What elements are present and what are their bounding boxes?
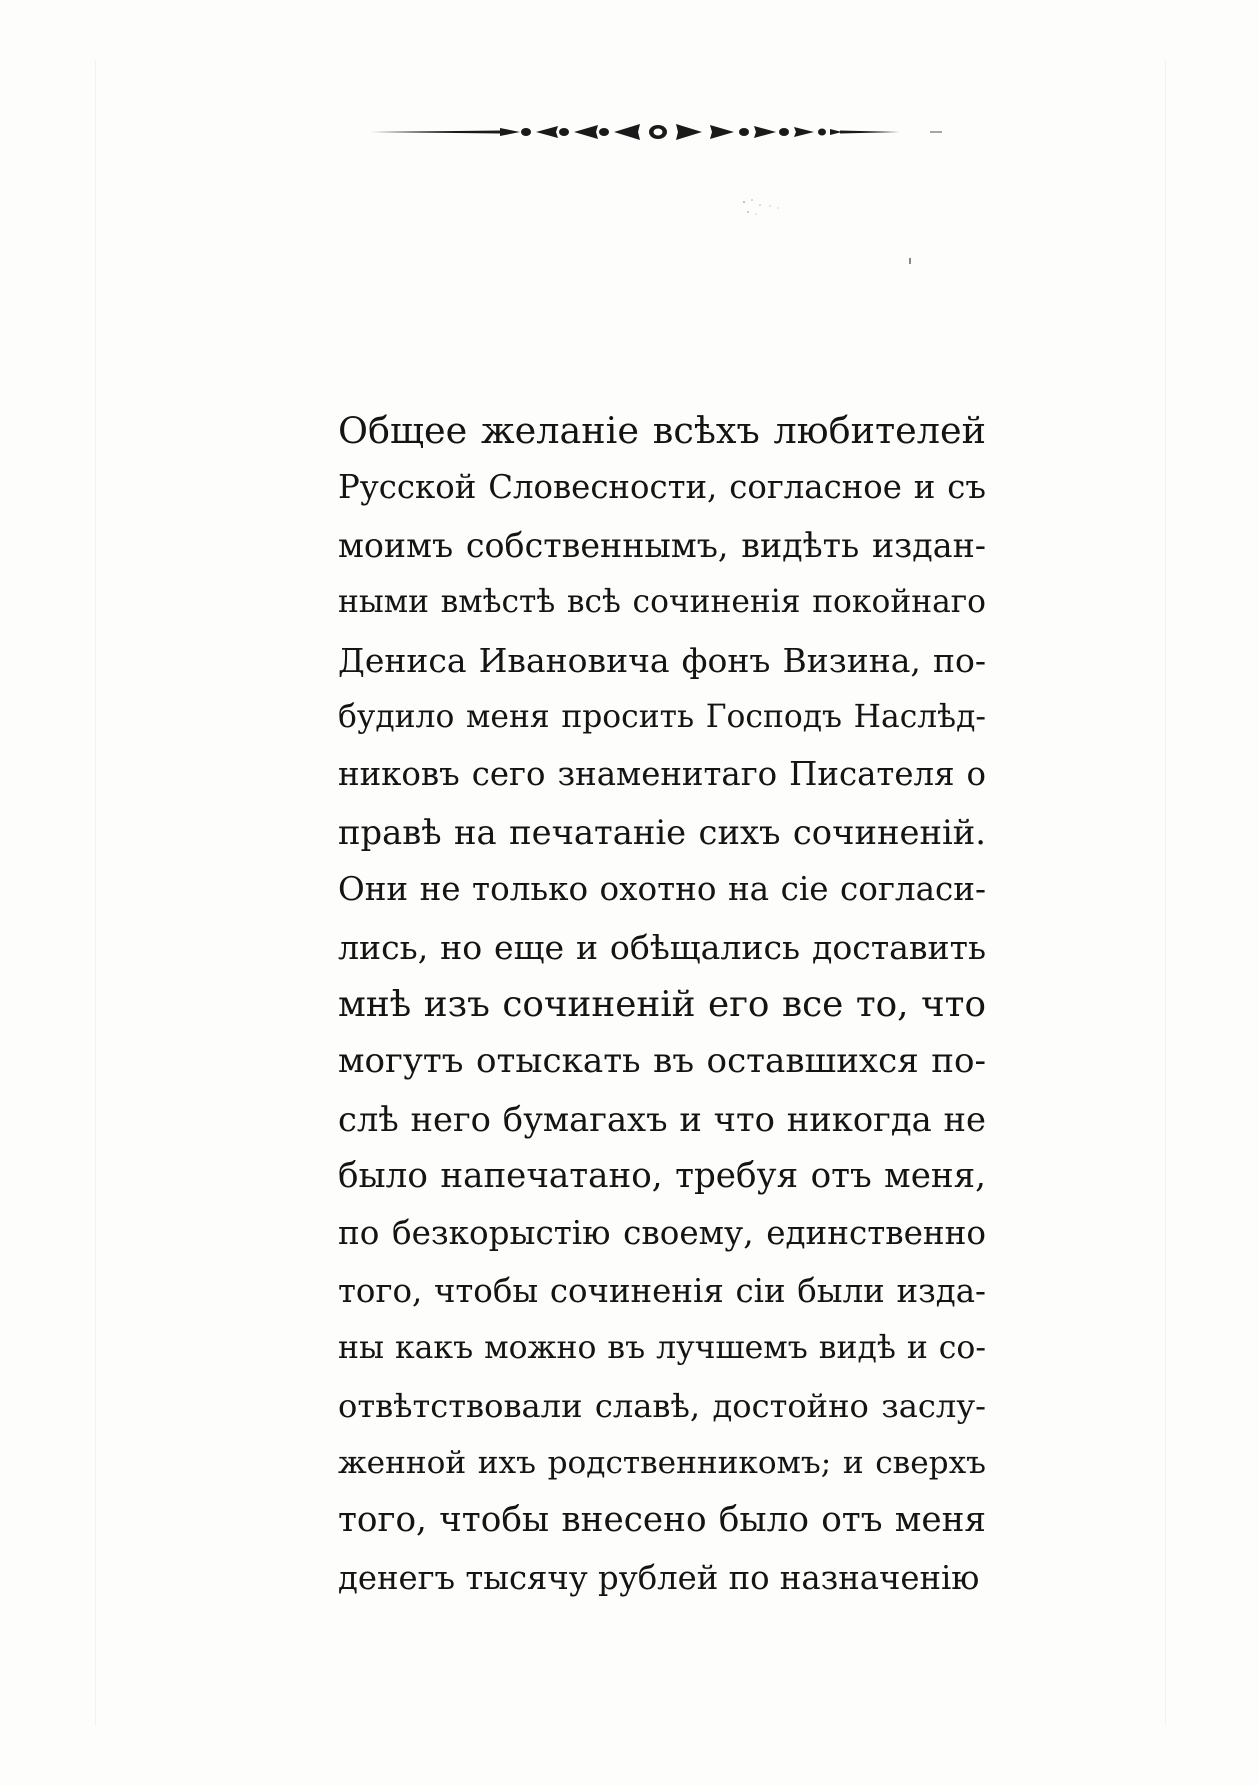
text-line: никовъ сего знаменитаго Писателя о — [338, 755, 986, 794]
text-line: по безкорыстію своему, единственно — [338, 1214, 986, 1253]
text-line: будило меня просить Господъ Наслѣд- — [338, 698, 986, 735]
text-line: отвѣтствовали славѣ, достойно заслу- — [338, 1386, 986, 1425]
text-line: Дениса Ивановича фонъ Визина, по- — [338, 640, 986, 680]
text-line: слѣ него бумагахъ и что никогда не — [338, 1099, 986, 1139]
text-line: Русской Словесности, согласное и съ — [338, 468, 986, 507]
text-line: лись, но еще и обѣщались доставить — [338, 927, 986, 967]
text-line: женной ихъ родственникомъ; и сверхъ — [338, 1445, 986, 1482]
text-line: моимъ собственнымъ, видѣть издан- — [338, 525, 986, 565]
text-line: могутъ отыскать въ оставшихся по- — [338, 1041, 986, 1082]
scan-edge-left — [95, 60, 96, 1726]
text-line: правѣ на печатаніе сихъ сочиненій. — [338, 812, 986, 852]
text-line: денегъ тысячу рублей по назначенію — [338, 1558, 980, 1597]
text-line: было напечатано, требуя отъ меня, — [338, 1156, 986, 1197]
paper-specks — [740, 196, 940, 276]
text-line: Они не только охотно на сіе согласи- — [338, 870, 986, 909]
scan-edge-right — [1165, 60, 1166, 1726]
text-line: того, чтобы внесено было отъ меня — [338, 1500, 986, 1541]
text-line: ны какъ можно въ лучшемъ видѣ и со- — [338, 1330, 986, 1367]
text-line: ными вмѣстѣ всѣ сочиненія покойнаго — [338, 584, 986, 621]
text-line: того, чтобы сочиненія сіи были изда- — [338, 1271, 986, 1310]
text-line: Общее желаніе всѣхъ любителей — [338, 409, 986, 452]
text-line: мнѣ изъ сочиненій его все то, что — [338, 983, 986, 1025]
body-text — [338, 402, 986, 1607]
decorative-rule — [370, 112, 970, 152]
